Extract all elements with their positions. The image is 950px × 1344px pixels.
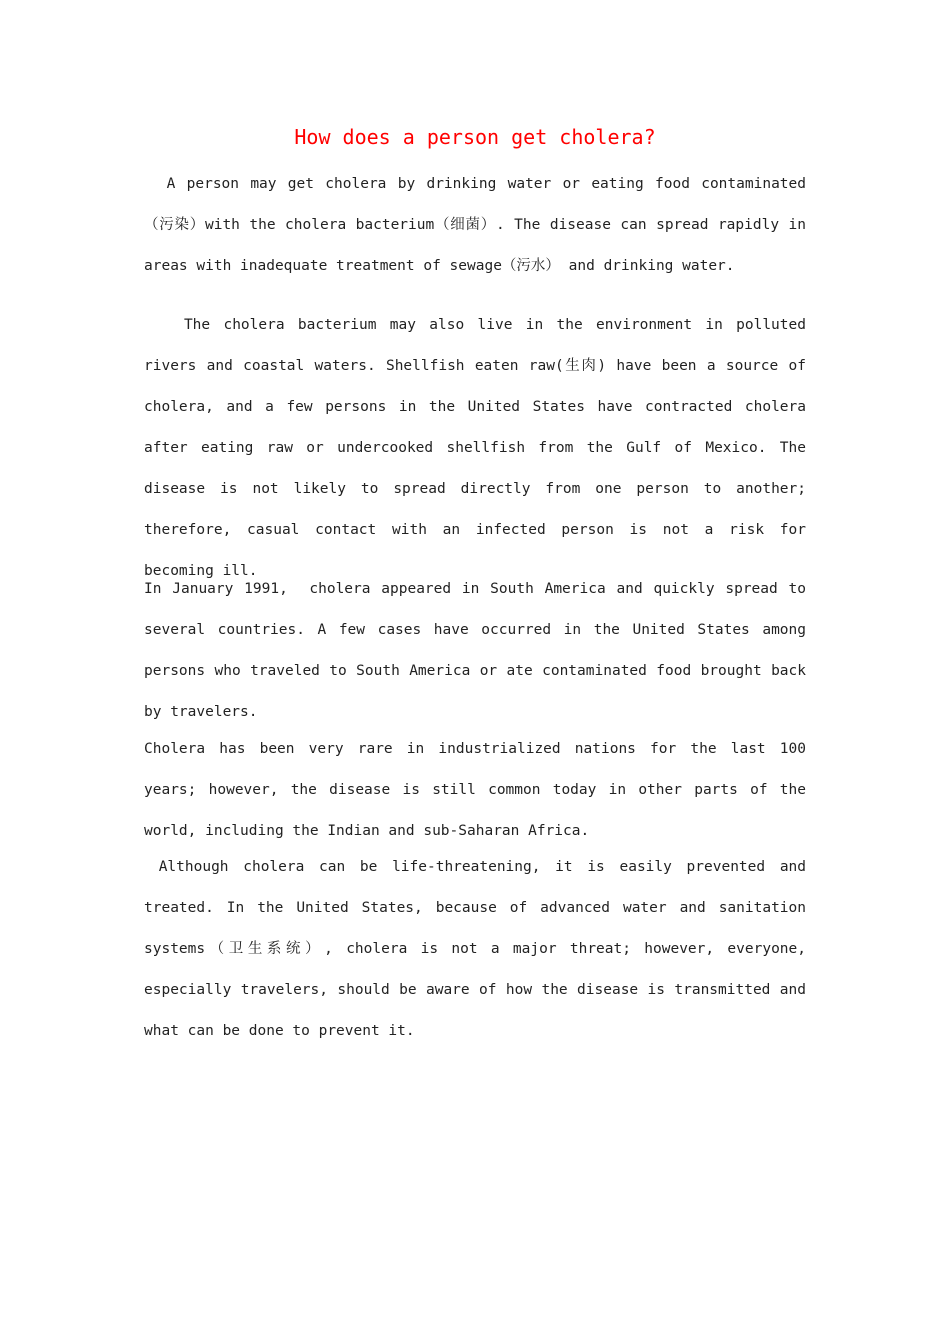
paragraph-prevention: Although cholera can be life-threatening, it is easily prevented and treated. In the United States, because of advanced water and sanitation systems（卫生系统）, cholera is not a major threat; however, everyone, especially travelers, should be aware of how the disease is transmitted and what can be done to prevent it. (144, 859, 815, 1039)
paragraph-environment: The cholera bacterium may also live in the environment in polluted rivers and coastal waters. Shellfish eaten raw(生肉) have been a source of cholera, and a few persons in the United States have contracted cholera after eating raw or undercooked shellfish from the Gulf of Mexico. The disease is not likely to spread directly from one person to another; therefore, casual contact with an infected person is not a risk for becoming ill. (144, 317, 815, 579)
paragraph-industrialized-nations: Cholera has been very rare in industrialized nations for the last 100 years; however, the disease is still common today in other parts of the world, including the Indian and sub-Saharan Africa. (144, 741, 815, 839)
document-title: How does a person get cholera? (294, 125, 656, 149)
paragraph-south-america: In January 1991, cholera appeared in South America and quickly spread to several countries. A few cases have occurred in the United States among persons who traveled to South America or ate contaminated food brought back by travelers. (144, 581, 815, 720)
paragraph-transmission: A person may get cholera by drinking water or eating food contaminated （污染）with the cholera bacterium（细菌）. The disease can spread rapidly in areas with inadequate treatment of sewage（污水） and drinking water. (144, 176, 815, 274)
